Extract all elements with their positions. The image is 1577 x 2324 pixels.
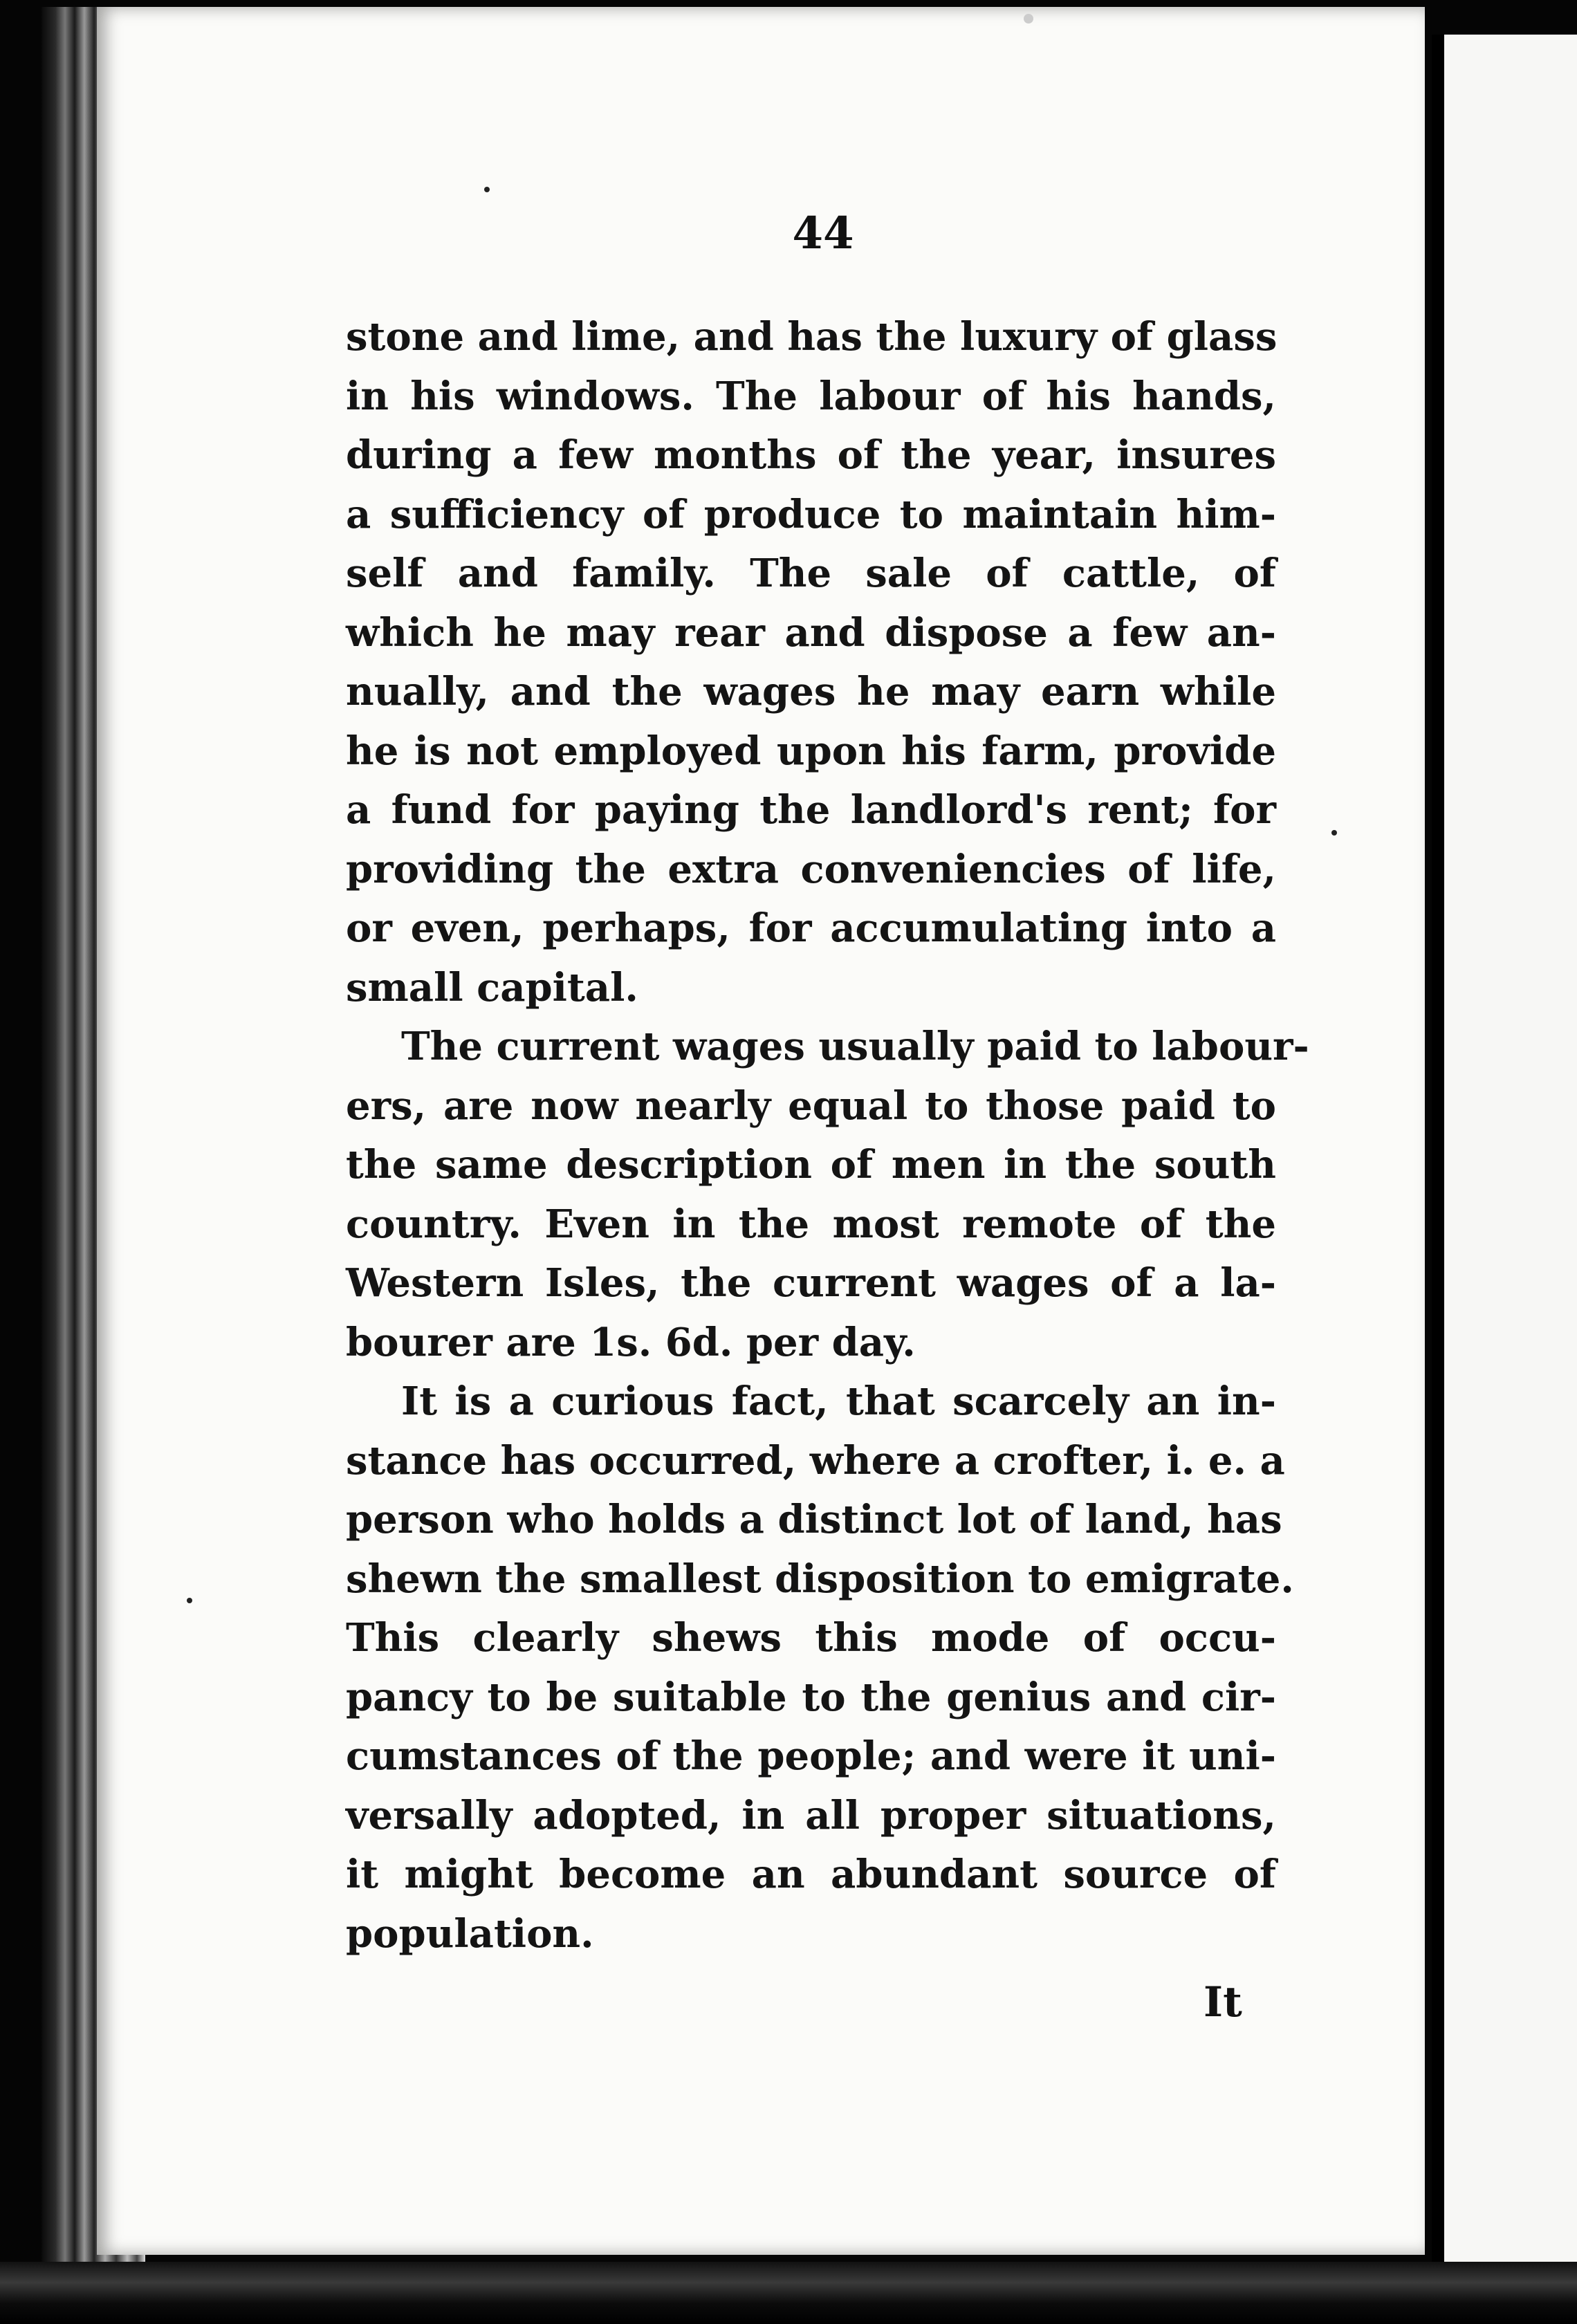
- text-line: cumstances of the people; and were it uni-: [346, 1733, 1276, 1779]
- catchword: It: [1204, 1978, 1242, 2027]
- text-line: country. Even in the most remote of the: [346, 1201, 1276, 1247]
- text-line: the same description of men in the south: [346, 1142, 1276, 1188]
- text-line: Western Isles, the current wages of a la-: [346, 1260, 1276, 1306]
- text-line: small capital.: [346, 964, 638, 1011]
- text-line: It is a curious fact, that scarcely an in-: [401, 1378, 1276, 1424]
- text-line: shewn the smallest disposition to emigrate.: [346, 1556, 1294, 1602]
- ink-speck: [484, 187, 490, 192]
- text-line: a sufficiency of produce to maintain him-: [346, 491, 1276, 537]
- facing-page-edge: [1432, 35, 1577, 2269]
- ink-speck: [1024, 14, 1033, 24]
- ink-speck: [1331, 830, 1337, 836]
- text-line: or even, perhaps, for accumulating into a: [346, 905, 1276, 951]
- text-line: population.: [346, 1910, 594, 1957]
- bottom-binding-shadow: [0, 2262, 1577, 2324]
- text-line: nually, and the wages he may earn while: [346, 669, 1276, 714]
- text-line: bourer are 1s. 6d. per day.: [346, 1319, 916, 1365]
- text-line: a fund for paying the landlord's rent; for: [346, 787, 1276, 833]
- body-text: [346, 308, 1309, 1964]
- text-line: it might become an abundant source of: [346, 1852, 1276, 1897]
- text-line: in his windows. The labour of his hands,: [346, 373, 1276, 419]
- text-line: during a few months of the year, insures: [346, 432, 1276, 478]
- text-line: person who holds a distinct lot of land, has: [346, 1497, 1282, 1542]
- page-number: 44: [792, 208, 854, 259]
- text-line: pancy to be suitable to the genius and cir-: [346, 1674, 1276, 1720]
- text-line: This clearly shews this mode of occu-: [346, 1615, 1276, 1661]
- text-line: ers, are now nearly equal to those paid to: [346, 1082, 1276, 1129]
- text-line: providing the extra conveniencies of life,: [346, 846, 1276, 892]
- text-line: which he may rear and dispose a few an-: [346, 609, 1276, 656]
- text-line: stance has occurred, where a crofter, i. e. a: [346, 1437, 1285, 1484]
- text-line: self and family. The sale of cattle, of: [346, 551, 1276, 596]
- text-line: The current wages usually paid to labour-: [401, 1024, 1309, 1069]
- text-line: versally adopted, in all proper situations,: [346, 1792, 1276, 1838]
- ink-speck: [187, 1598, 192, 1603]
- text-line: stone and lime, and has the luxury of glass: [346, 314, 1278, 360]
- text-line: he is not employed upon his farm, provide: [346, 728, 1276, 774]
